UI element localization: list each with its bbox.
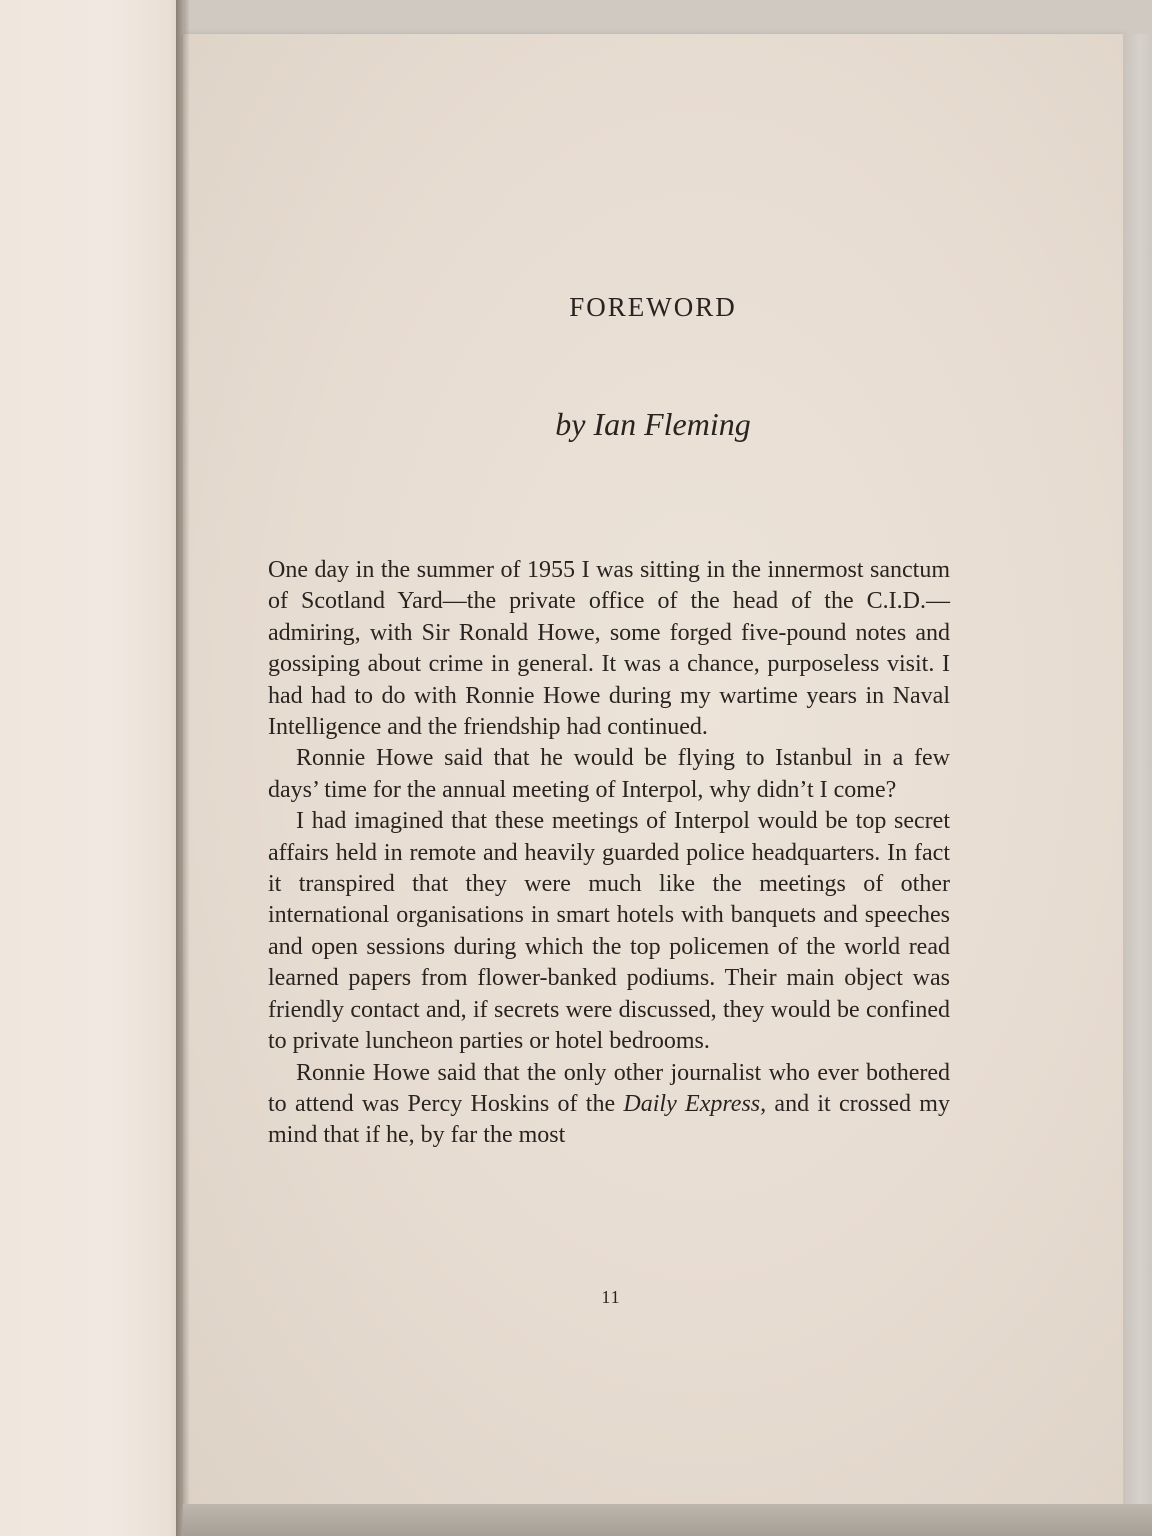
paragraph: I had imagined that these meetings of Interpol would be top secret affairs held in remote and heavily guarded police headquarters. In fact it transpired that they were much like the meetings of other international organisations in smart hotels with banquets and speeches and open sessions during which the top policemen of the world read learned papers from flower-banked podiums. Their main object was friendly contact and, if secrets were discussed, they would be confined to private luncheon parties or hotel bedrooms. — [268, 808, 950, 1055]
page-edge-right — [1123, 34, 1152, 1504]
paragraph: One day in the summer of 1955 I was sitting in the innermost sanctum of Scotland Yard—the private office of the head of the C.I.D.—admiring, with Sir Ronald Howe, some forged five-pound notes and gossiping about crime in general. It was a chance, purposeless visit. I had had to do with Ronnie Howe during my wartime years in Naval Intelligence and the friendship had continued. — [268, 557, 950, 741]
facing-page — [0, 0, 184, 1536]
paragraph — [268, 1058, 950, 1152]
author-byline: by Ian Fleming — [555, 406, 751, 442]
chapter-title: FOREWORD — [569, 292, 737, 322]
paragraph: Ronnie Howe said that he would be flying to Istanbul in a few days’ time for the annual meeting of Interpol, why didn’t I come? — [268, 745, 950, 803]
publication-name: Daily Express, — [623, 1090, 767, 1117]
body-text — [268, 555, 950, 1152]
page-number: 11 — [601, 1287, 621, 1307]
page-edge-bottom — [183, 1504, 1152, 1536]
paragraph-text: Ronnie Howe said that the only other journalist who ever bothered to attend was Percy Hoskins of the — [268, 1059, 950, 1117]
paragraph-text: and it crossed my mind that if he, by far the most — [268, 1090, 950, 1149]
